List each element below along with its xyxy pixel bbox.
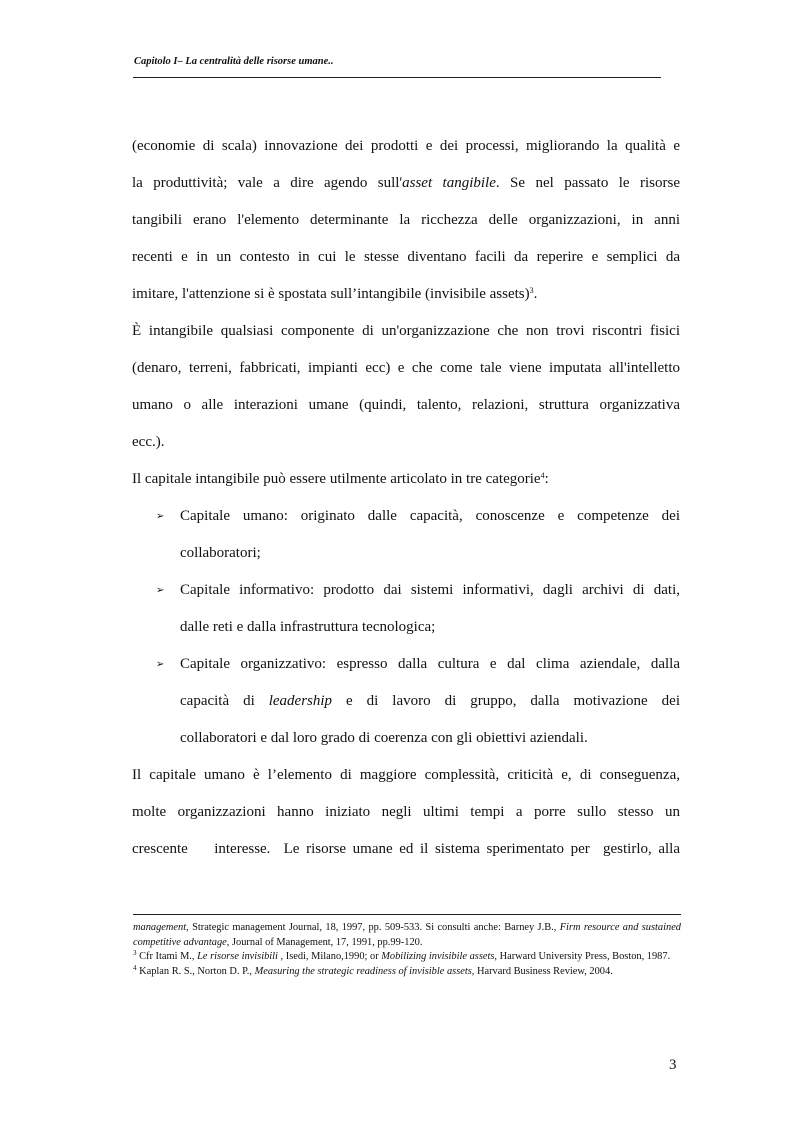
paragraph-line: ecc.). [132,434,165,450]
leadership-term: leadership [268,693,333,709]
paragraph-line: crescente interesse. Le risorse umane ed il sistema sperimentato per gestirlo, alla [132,841,680,857]
list-item: ➢ Capitale informativo: prodotto dai sistemi informativi, dagli archivi di dati, dalle reti e dalla infrastruttura tecnologica; [132,572,680,646]
footnotes [133,921,681,979]
paragraph-line: la produttività; vale a dire agendo sull'asset tangibile. Se nel passato le risorse [132,175,680,191]
footnote-ref-4: 4 [540,471,545,480]
footnote-3: $^3$ Cfr Itami M., Le risorse invisibili , Isedi, Milano,1990; or Mobilizing invisibile assets, Harward University Press, Boston, 1987. [133,949,671,962]
paragraph-line: molte organizzazioni hanno iniziato negli ultimi tempi a porre sullo stesso un [132,804,680,820]
paragraph-line: Il capitale umano è l’elemento di maggiore complessità, criticità e, di conseguenza, [132,767,680,783]
footnote-4: $^4$ Kaplan R. S., Norton D. P., Measuring the strategic readiness of invisible assets, Harvard Business Review, 2004. [133,963,613,977]
list-item: ➢ Capitale organizzativo: espresso dalla cultura e dal clima aziendale, dalla capacità di leadership e di lavoro di gruppo, dalla motivazione dei collaboratori e dal loro grado di coerenza con gli obiettivi aziendali. [132,646,680,757]
list-item: ➢ Capitale umano: originato dalle capacità, conoscenze e competenze dei collaboratori; [132,498,680,572]
category-list [132,498,680,757]
page-number: 3 [669,1057,677,1073]
paragraph-line: (denaro, terreni, fabbricati, impianti ecc) e che come tale viene imputata all'intelletto [132,360,680,376]
paragraph-line: imitare, l'attenzione si è spostata sull’intangibile (invisibile assets)$^3$. [132,286,538,302]
paragraph-line: recenti e in un contesto in cui le stesse diventano facili da reperire e semplici da [132,249,680,265]
running-header: Capitolo I– La centralità delle risorse umane.. [134,56,334,67]
paragraph-line: È intangibile qualsiasi componente di un'organizzazione che non trovi riscontri fisici [132,323,680,339]
paragraph-line: Il capitale intangibile può essere utilmente articolato in tre categorie$^4$: [132,471,549,487]
paragraph-line: umano o alle interazioni umane (quindi, talento, relazioni, struttura organizzativa [132,397,680,413]
asset-tangibile-term: asset tangibile [402,175,496,191]
arrow-bullet-icon: ➢ [156,659,165,670]
footnote-ref-3: 3 [529,286,534,295]
arrow-bullet-icon: ➢ [156,585,165,596]
arrow-bullet-icon: ➢ [156,511,165,522]
paragraph-line: (economie di scala) innovazione dei prodotti e dei processi, migliorando la qualità e [132,138,680,154]
main-text [132,128,680,868]
footnote-rule [133,914,681,915]
footnote-continuation: management, Strategic management Journal, 18, 1997, pp. 509-533. Si consulti anche: Barney J.B., Firm resource and sustained competitive advantage, Journal of Management, 17, 1991, pp.99-120. [133,922,682,948]
header-rule [133,77,661,78]
paragraph-line: tangibili erano l'elemento determinante la ricchezza delle organizzazioni, in anni [132,212,680,228]
